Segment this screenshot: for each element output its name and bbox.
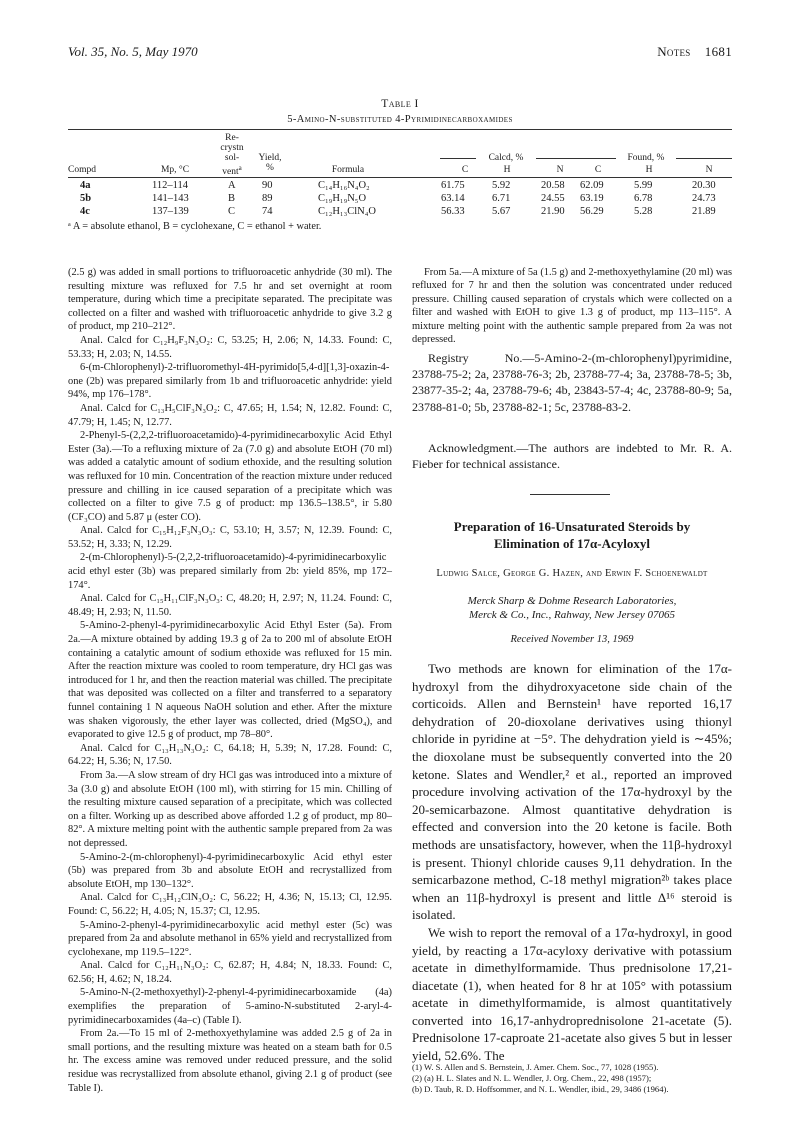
analysis-paragraph: Anal. Calcd for C₁₂H₉F₃N₃O₂: C, 53.25; H, 2.06; N, 14.33. Found: C, 53.33; H, 2.03; N, 14.55. [68, 334, 392, 360]
section-name: Notes [657, 44, 691, 59]
article-authors: Ludwig Salce, George G. Hazen, and Erwin F. Schoenewaldt [436, 568, 708, 579]
table-header-calcd-c: C [461, 165, 469, 175]
cell-calcd-n: 24.55 [541, 193, 565, 204]
compound-paragraph: 5-Amino-2-phenyl-4-pyrimidinecarboxylic Acid Ethyl Ester (5a). From 2a.—A mixture obtained by adding 19.3 g of 2a to 200 ml of absolute EtOH containing a catalytic amount of sodium ethoxide was refluxed for 15 min. After the reaction mixture was cooled to room temperature, dry HCl gas was introduced for 1 hr, and then the reaction material was chilled. The precipitate that was deposited was collected on a filter and transferred to a separatory funnel containing 1 N aqueous NaOH solution and ether. After the mixture was shaken vigorously, the ether layer was collected, dried (MgSO₄), and evaporated to give 12.5 g of product, mp 78–80°. [68, 620, 392, 741]
cell-calcd-n: 20.58 [541, 180, 565, 191]
cell-found-h: 5.28 [634, 206, 653, 217]
footnote: (b) D. Taub, R. D. Hoffsommer, and N. L. Wendler, ibid., 29, 3486 (1964). [412, 1084, 669, 1094]
right-column-preparation [412, 266, 732, 346]
article-body [412, 660, 732, 1065]
acknowledgment: Acknowledgment.—The authors are indebted to Mr. R. A. Fieber for technical assistance. [412, 441, 732, 472]
running-header-journal: Vol. 35, No. 5, May 1970 [68, 44, 198, 59]
table-header-calcd-h: H [503, 165, 511, 175]
footnote: (2) (a) H. L. Slates and N. L. Wendler, J. Org. Chem., 22, 498 (1957); [412, 1073, 652, 1083]
analysis-paragraph: Anal. Calcd for C₁₃H₁₃N₃O₂: C, 64.18; H, 5.39; N, 17.28. Found: C, 64.22; H, 5.36; N, 17.50. [68, 742, 392, 768]
cell-formula: C₁₄H₁₆N₄O₂ [318, 180, 370, 191]
cell-compd: 5b [80, 193, 92, 204]
cell-found-h: 6.78 [634, 193, 653, 204]
article-title: Preparation of 16-Unsaturated Steroids by Elimination of 17α-Acyloxyl [453, 519, 691, 551]
table-header-compd: Compd [68, 165, 96, 175]
paragraph: (2.5 g) was added in small portions to trifluoroacetic anhydride (30 ml). The resulting mixture was refluxed for 7.5 hr and set overnight at room temperature, during which time a precipitate separated. The precipitate was collected on a filter and washed with trifluoroacetic anhydride to give 3.2 g of product, mp 210–212°. [68, 267, 392, 333]
analysis-paragraph: Anal. Calcd for C₁₅H₁₂F₃N₃O₃: C, 53.10; H, 3.57; N, 12.39. Found: C, 53.52; H, 3.33; N, 12.29. [68, 525, 392, 550]
table-header-calcd: Calcd, % [488, 153, 524, 163]
received-date: Received November 13, 1969 [510, 634, 634, 645]
table-caption: 5-Amino-N-substituted 4-Pyrimidinecarboxamides [287, 114, 513, 125]
compound-paragraph: 6-(m-Chlorophenyl)-2-trifluoromethyl-4H-pyrimido[5,4-d][1,3]-oxazin-4-one (2b) was prepared similarly from 1b and trifluoroacetic anhydride: yield 94%, mp 176–178°. [68, 362, 392, 401]
paragraph: Two methods are known for elimination of the 17α-hydroxyl from the dihydroxyacetone side chain of the corticoids. Allen and Bernstein¹ have reported 16,17 dehydration of 20-dioxolane derivatives using thionyl chloride in pyridine at −5°. The dehydration yield is ∼45%; the dioxolane must be subsequently converted into the 20 ketone. Slates and Wendler,² et al., reported an improved procedure involving activation of the 17α-hydroxyl by the 20-semicarbazone. Almost quantitative dehydration is effected and conversion into the 20 ketone is facile. Both methods are unsatisfactory, however, when the 11β-hydroxyl is present. Thionyl chloride causes 9,11 dehydration. In the semicarbazone method, C-18 methyl migration²ᵇ takes place when an 11β-hydroxyl is present and little Δ¹⁶ steroid is isolated. [412, 661, 732, 923]
cell-formula: C₁₉H₁₉N₅O [318, 193, 367, 204]
cell-yield: 90 [262, 180, 273, 191]
footnote: (1) W. S. Allen and S. Bernstein, J. Amer. Chem. Soc., 77, 1028 (1955). [412, 1062, 659, 1072]
cell-found-c: 62.09 [580, 180, 604, 191]
analysis-paragraph: Anal. Calcd for C₁₅H₁₁ClF₃N₃O₃: C, 48.20; H, 2.97; N, 11.24. Found: C, 48.49; H, 2.93; N, 11.50. [68, 593, 392, 618]
cell-found-c: 63.19 [580, 193, 604, 204]
cell-found-c: 56.29 [580, 206, 604, 217]
cell-calcd-c: 56.33 [441, 206, 465, 217]
table-header-found-n: N [705, 165, 713, 175]
cell-mp: 137–139 [152, 206, 189, 217]
cell-compd: 4c [80, 206, 90, 217]
page-number: 1681 [704, 44, 732, 59]
table-header-found-h: H [645, 165, 653, 175]
compound-paragraph: 5-Amino-2-phenyl-4-pyrimidinecarboxylic acid methyl ester (5c) was prepared from 2a and absolute methanol in 65% yield and recrystallized from cyclohexane, mp 119.5–122°. [68, 919, 392, 958]
cell-formula: C₁₂H₁₃ClN₄O [318, 206, 376, 217]
cell-calcd-c: 63.14 [441, 193, 465, 204]
found-bracket-left [568, 158, 616, 159]
paragraph: From 2a.—To 15 ml of 2-methoxyethylamine was added 2.5 g of 2a in small portions, and the resulting mixture was heated on a steam bath for 0.5 hr. The excess amine was removed under reduced pressure, and the solid residue was recrystallized from absolute ethanol, giving 2.1 g of product (see Table I). [68, 1028, 392, 1094]
affiliation: Merck Sharp & Dohme Research Laboratories, Merck & Co., Inc., Rahway, New Jersey 07065 [467, 595, 677, 621]
paragraph: From 3a.—A slow stream of dry HCl gas was introduced into a mixture of 3a (3.0 g) and absolute EtOH (100 ml), with stirring for 15 min. Chilling of the resulting mixture caused separation of a precipitate, which was collected on a filter. Working up as described above afforded 1.2 g of product, mp 80–82°. A mixture melting point with the authentic sample prepared from 2a was not depressed. [68, 769, 392, 849]
cell-solvent: B [228, 193, 236, 204]
cell-calcd-h: 6.71 [492, 193, 511, 204]
compound-paragraph: 5-Amino-N-(2-methoxyethyl)-2-phenyl-4-pyrimidinecarboxamide (4a) exemplifies the preparation of 5-amino-N-substituted 2-aryl-4-pyrimidinecarboxamides (4a–c) (Table I). [68, 987, 392, 1026]
compound-paragraph: 2-(m-Chlorophenyl)-5-(2,2,2-trifluoroacetamido)-4-pyrimidinecarboxylic acid ethyl ester (3b) was prepared similarly from 2b: yield 85%, mp 172–174°. [68, 552, 392, 591]
cell-solvent: A [228, 180, 236, 191]
table-label: Table I [381, 98, 419, 110]
cell-found-n: 24.73 [692, 193, 716, 204]
calcd-bracket-right [536, 158, 572, 159]
footnotes [412, 1062, 732, 1095]
table-top-rule [68, 129, 732, 130]
compound-paragraph: 2-Phenyl-5-(2,2,2-trifluoroacetamido)-4-pyrimidinecarboxylic Acid Ethyl Ester (3a).—To a refluxing mixture of 2a (7.0 g) and absolute EtOH (70 ml) was added a catalytic amount of sodium ethoxide, and the resulting solution was refluxed for 10 min. Concentration of the reaction mixture under reduced pressure and chilling in ice caused separation of a precipitate which was collected on a filter to give 7.5 g of product: mp 136.5–138.5°, ir 5.80 (CF₃CO) and 5.87 μ (ester CO). [68, 430, 392, 523]
analysis-paragraph: Anal. Calcd for C₁₂H₁₁N₃O₂: C, 62.87; H, 4.84; N, 18.33. Found: C, 62.56; H, 4.62; N, 18.24. [68, 960, 392, 985]
cell-yield: 74 [262, 206, 273, 217]
calcd-bracket-left [440, 158, 476, 159]
table-footnote: ᵃ A = absolute ethanol, B = cyclohexane, C = ethanol + water. [68, 221, 322, 232]
cell-calcd-h: 5.92 [492, 180, 511, 191]
table-header-found: Found, % [627, 153, 665, 163]
cell-mp: 112–114 [152, 180, 188, 191]
table-header-found-c: C [594, 165, 602, 175]
table-header-rule [68, 177, 732, 178]
cell-calcd-h: 5.67 [492, 206, 511, 217]
table-header-formula: Formula [331, 165, 365, 175]
left-column [68, 266, 392, 1095]
paragraph: We wish to report the removal of a 17α-hydroxyl, in good yield, by reacting a 17α-acyloxy derivative with potassium acetate in dimethylformamide. Thus prednisolone 17,21-diacetate (1), when heated for 8 hr at 105° with potassium acetate in dimethylformamide, is almost quantitatively converted into 16,17-anhydroprednisolone 21-acetate (5). Prednisolone 17-caproate 21-acetate also gives 5 but in lesser yield, 52.6%. The [412, 924, 732, 1064]
table-header-mp: Mp, °C [160, 165, 190, 175]
table-header-solvent: Re- crystn sol- vent$^a$ [220, 133, 244, 178]
table-header-yield: Yield, % [258, 153, 282, 173]
article-separator [530, 494, 610, 495]
cell-calcd-c: 61.75 [441, 180, 465, 191]
paragraph: From 5a.—A mixture of 5a (1.5 g) and 2-methoxyethylamine (20 ml) was refluxed for 7 hr and then the solution was concentrated under reduced pressure. Chilling caused separation of crystals which were collected on a filter and washed with EtOH to give 1.3 g of product, mp 113–115°. A mixture melting point with the authentic sample prepared from 2a was not depressed. [412, 267, 732, 346]
analysis-paragraph: Anal. Calcd for C₁₃H₁₂ClN₃O₂: C, 56.22; H, 4.36; N, 15.13; Cl, 12.95. Found: C, 56.22; H, 4.05; N, 15.37; Cl, 12.95. [68, 892, 392, 917]
cell-found-n: 21.89 [692, 206, 716, 217]
analysis-paragraph: Anal. Calcd for C₁₃H₅ClF₃N₃O₂: C, 47.65; H, 1.54; N, 12.82. Found: C, 47.79; H, 1.45; N, 12.77. [68, 402, 392, 428]
registry-numbers: Registry No.—5-Amino-2-(m-chlorophenyl)pyrimidine, 23788-75-2; 2a, 23788-76-3; 2b, 23788-77-4; 3a, 23788-78-5; 3b, 23877-35-2; 4a, 23788-79-6; 4b, 23843-57-4; 4c, 23788-80-9; 5a, 23788-81-0; 5b, 23788-82-1; 5c, 23788-83-2. [412, 351, 732, 414]
running-header-right [657, 44, 732, 60]
cell-mp: 141–143 [152, 193, 189, 204]
compound-paragraph: 5-Amino-2-(m-chlorophenyl)-4-pyrimidinecarboxylic Acid ethyl ester (5b) was prepared from 3b and absolute EtOH and recrystallized from absolute EtOH, mp 130–132°. [68, 851, 392, 890]
cell-yield: 89 [262, 193, 273, 204]
found-bracket-right [676, 158, 732, 159]
cell-found-n: 20.30 [692, 180, 716, 191]
cell-compd: 4a [80, 180, 91, 191]
cell-found-h: 5.99 [634, 180, 653, 191]
cell-calcd-n: 21.90 [541, 206, 565, 217]
cell-solvent: C [228, 206, 236, 217]
table-header-calcd-n: N [556, 165, 564, 175]
